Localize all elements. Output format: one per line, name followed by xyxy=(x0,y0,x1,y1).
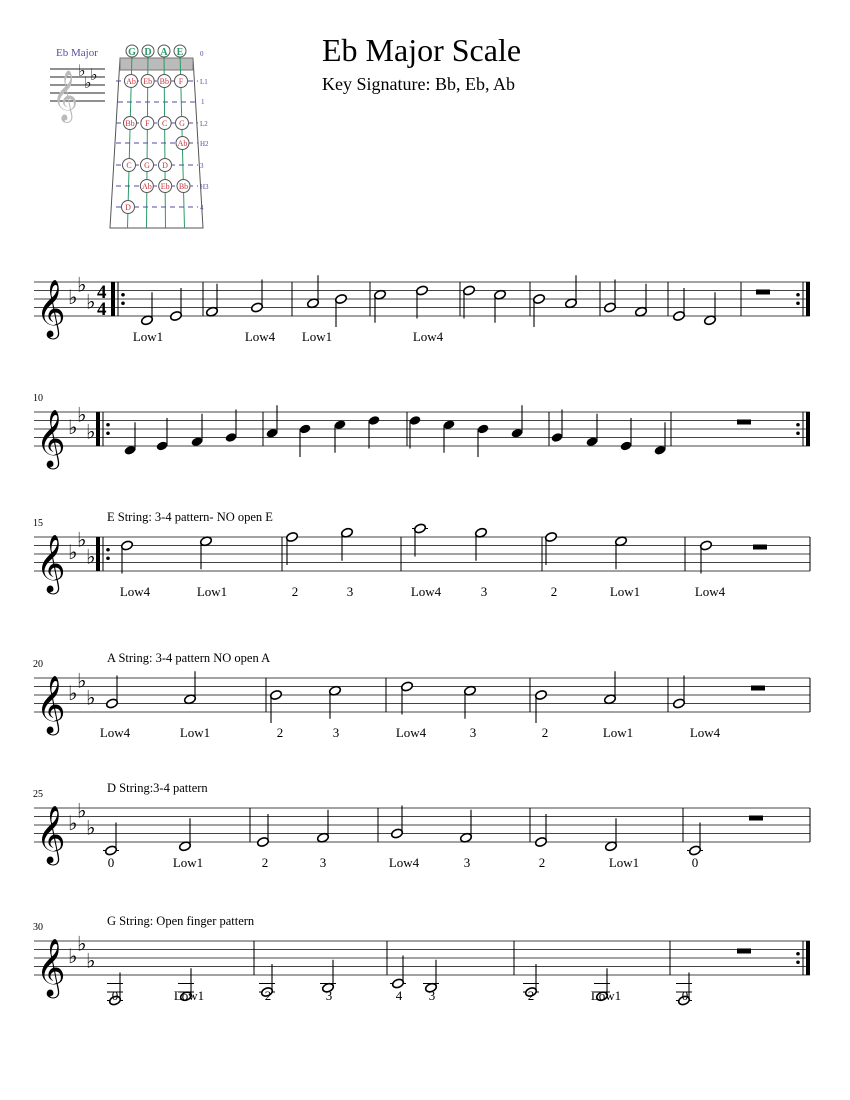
half-rest-icon xyxy=(749,816,763,821)
svg-text:C: C xyxy=(161,119,168,128)
svg-text:H3: H3 xyxy=(200,183,209,191)
flat-icon: ♭ xyxy=(68,417,78,439)
fingering-label: Low1 xyxy=(590,988,622,1003)
fingering-label: 3 xyxy=(463,855,471,870)
measure-number: 10 xyxy=(33,393,43,404)
svg-text:H2: H2 xyxy=(200,140,209,148)
fingering-label: Low4 xyxy=(119,584,151,599)
treble-clef-icon: 𝄞 xyxy=(36,410,66,466)
treble-clef-icon: 𝄞 xyxy=(52,71,79,120)
flat-icon: ♭ xyxy=(90,67,98,84)
fingering-label: Low4 xyxy=(244,329,276,344)
fingering-label: 2 xyxy=(276,725,284,740)
key-label: Eb Major xyxy=(56,47,98,59)
svg-text:D: D xyxy=(125,203,131,212)
string-label: E xyxy=(176,47,184,58)
treble-clef-icon: 𝄞 xyxy=(36,280,66,336)
fingering-label: Low1 xyxy=(196,584,228,599)
fingering-label: 2 xyxy=(261,855,269,870)
fingering-label: 0 xyxy=(681,988,689,1003)
fingering-label: 2 xyxy=(538,855,546,870)
flat-icon: ♭ xyxy=(86,421,96,444)
fingering-label: 2 xyxy=(527,988,535,1003)
flat-icon: ♭ xyxy=(77,274,87,297)
fingering-label: Low1 xyxy=(609,584,641,599)
treble-clef-icon: 𝄞 xyxy=(36,939,66,995)
flat-icon: ♭ xyxy=(77,529,87,552)
svg-text:3: 3 xyxy=(200,162,204,170)
half-rest-icon xyxy=(756,290,770,295)
fingering-label: Low1 xyxy=(172,855,204,870)
treble-clef-icon: 𝄞 xyxy=(36,676,66,732)
svg-text:L1: L1 xyxy=(200,78,208,86)
fingering-label: 3 xyxy=(346,584,354,599)
svg-text:0: 0 xyxy=(200,50,204,58)
treble-clef-icon: 𝄞 xyxy=(36,806,66,862)
fingering-label: 3 xyxy=(469,725,477,740)
flat-icon: ♭ xyxy=(68,683,78,705)
flat-icon: ♭ xyxy=(77,933,87,956)
svg-text:L2: L2 xyxy=(200,120,208,128)
fingering-label: 0 xyxy=(107,855,115,870)
fingering-label: Low1 xyxy=(602,725,634,740)
svg-text:Ab: Ab xyxy=(141,182,152,191)
string-label: A xyxy=(160,47,168,58)
flat-icon: ♭ xyxy=(86,291,96,314)
measure-number: 15 xyxy=(33,518,43,529)
fingering-label: Low1 xyxy=(132,329,164,344)
flat-icon: ♭ xyxy=(68,542,78,564)
fingering-label: Low1 xyxy=(301,329,333,344)
string-label: D xyxy=(144,47,152,58)
svg-text:F: F xyxy=(178,77,184,86)
flat-icon: ♭ xyxy=(86,687,96,710)
staff-system xyxy=(33,651,810,740)
fingering-label: 4 xyxy=(395,988,403,1003)
section-annotation: D String:3-4 pattern xyxy=(107,781,208,795)
svg-text:Ab: Ab xyxy=(126,77,136,86)
fingering-label: Low4 xyxy=(99,725,131,740)
fingering-label: 2 xyxy=(541,725,549,740)
fingering-label: 3 xyxy=(332,725,340,740)
fingering-label: Low4 xyxy=(689,725,721,740)
svg-text:Eb: Eb xyxy=(160,182,170,191)
staff-system xyxy=(33,914,810,1006)
svg-text:4: 4 xyxy=(200,204,204,212)
score-title: Eb Major Scale xyxy=(322,32,522,68)
fingering-label: Low1 xyxy=(179,725,211,740)
flat-icon: ♭ xyxy=(77,800,87,823)
flat-icon: ♭ xyxy=(68,813,78,835)
fingering-label: 3 xyxy=(325,988,333,1003)
svg-text:Bb: Bb xyxy=(178,182,189,191)
svg-text:4: 4 xyxy=(97,299,107,320)
svg-text:Eb: Eb xyxy=(143,77,153,86)
fingering-label: Low1 xyxy=(608,855,640,870)
svg-text:C: C xyxy=(126,161,132,170)
key-signature-subtitle: Key Signature: Bb, Eb, Ab xyxy=(322,74,515,94)
fingering-label: 3 xyxy=(480,584,488,599)
flat-icon: ♭ xyxy=(78,63,86,80)
svg-text:4: 4 xyxy=(97,282,107,303)
fingering-label: Low1 xyxy=(173,988,205,1003)
flat-icon: ♭ xyxy=(77,670,87,693)
fingering-label: 3 xyxy=(428,988,436,1003)
section-annotation: E String: 3-4 pattern- NO open E xyxy=(107,510,273,524)
staff-system xyxy=(34,274,810,344)
half-rest-icon xyxy=(737,949,751,954)
flat-icon: ♭ xyxy=(77,404,87,427)
flat-icon: ♭ xyxy=(68,287,78,309)
fingering-label: Low4 xyxy=(694,584,726,599)
fingering-label: 2 xyxy=(264,988,272,1003)
fingering-label: Low4 xyxy=(388,855,420,870)
fingering-label: 0 xyxy=(111,988,119,1003)
staff-system xyxy=(33,393,810,470)
string-label: G xyxy=(128,47,136,58)
half-rest-icon xyxy=(753,545,767,550)
measure-number: 30 xyxy=(33,922,43,933)
svg-text:1: 1 xyxy=(201,98,205,106)
svg-text:D: D xyxy=(162,161,168,170)
svg-text:Bb: Bb xyxy=(125,119,135,128)
svg-text:G: G xyxy=(144,161,150,170)
half-rest-icon xyxy=(751,686,765,691)
flat-icon: ♭ xyxy=(86,817,96,840)
staff-system xyxy=(33,510,810,599)
flat-icon: ♭ xyxy=(86,546,96,569)
section-annotation: G String: Open finger pattern xyxy=(107,914,255,928)
svg-text:G: G xyxy=(179,119,185,128)
section-annotation: A String: 3-4 pattern NO open A xyxy=(107,651,271,665)
fingering-label: 2 xyxy=(291,584,299,599)
fingering-label: 3 xyxy=(319,855,327,870)
flat-icon: ♭ xyxy=(68,946,78,968)
svg-text:Ab: Ab xyxy=(177,139,188,148)
treble-clef-icon: 𝄞 xyxy=(36,535,66,591)
flat-icon: ♭ xyxy=(86,950,96,973)
flat-icon: ♭ xyxy=(84,75,92,92)
fingering-label: Low4 xyxy=(412,329,444,344)
fingering-label: 2 xyxy=(550,584,558,599)
half-rest-icon xyxy=(737,420,751,425)
fingering-label: Low4 xyxy=(410,584,442,599)
measure-number: 20 xyxy=(33,659,43,670)
staff-system xyxy=(33,781,810,870)
svg-text:F: F xyxy=(145,119,150,128)
measure-number: 25 xyxy=(33,789,43,800)
fingering-label: Low4 xyxy=(395,725,427,740)
svg-text:Bb: Bb xyxy=(159,77,170,86)
fingering-label: 0 xyxy=(691,855,699,870)
